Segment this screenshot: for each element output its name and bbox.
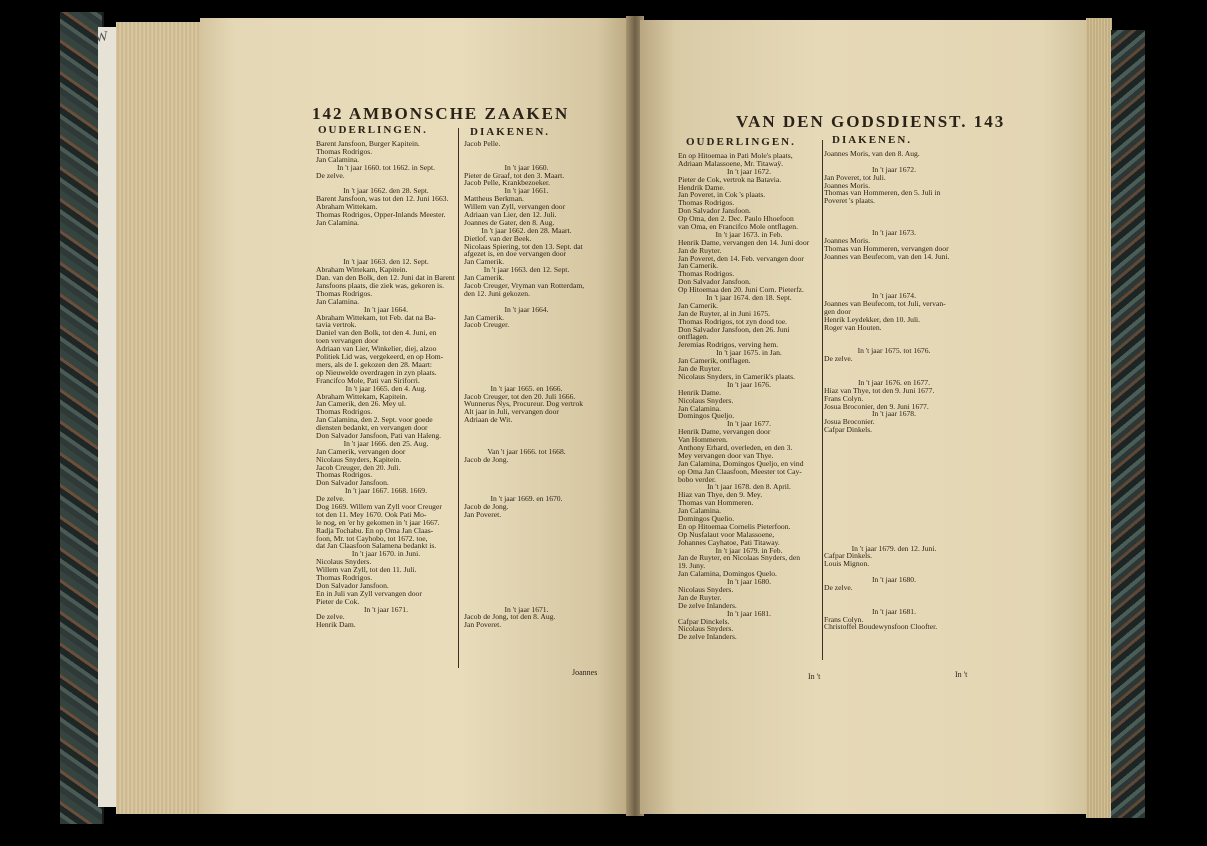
right-column-rule bbox=[822, 140, 823, 660]
entry-line: In 't jaar 1678. den 8. April. bbox=[707, 482, 791, 492]
entry-line: Politiek Lid was, vergekeerd, en op Hom- bbox=[316, 352, 444, 362]
entry-line bbox=[464, 345, 589, 353]
entry-line: De zelve. bbox=[824, 354, 853, 364]
entry-line: Jan Calamina, Domingos Quelo. bbox=[678, 569, 777, 579]
right-page-number: 143 bbox=[973, 112, 1006, 131]
entry-line: Jansfoons plaats, die ziek was, gekoren is. bbox=[316, 281, 445, 291]
entry-line: Jeremias Rodrigos, verving hem. bbox=[678, 340, 779, 350]
right-col2-heading: DIAKENEN. bbox=[832, 134, 913, 146]
entry-line: Thomas van Hommeren, vervangen door bbox=[824, 243, 949, 253]
entry-line bbox=[824, 505, 964, 513]
right-col1-heading: OUDERLINGEN. bbox=[686, 136, 796, 148]
entry-line: Christoffel Boudewynsfoon Cloofter. bbox=[824, 622, 938, 632]
entry-line bbox=[824, 260, 964, 268]
entry-line: Nicolaus Snyders, in Camerik's plaats. bbox=[678, 371, 795, 381]
right-running-title: VAN DEN GODSDIENST. bbox=[736, 112, 968, 131]
entry-line: Jan Camerik. bbox=[678, 261, 719, 271]
left-deacons-column bbox=[464, 140, 589, 629]
entry-line bbox=[464, 590, 589, 598]
entry-line: 19. Juny. bbox=[678, 561, 706, 571]
entry-line: Henrik Leydekker, den 10. Juli. bbox=[824, 314, 921, 324]
entry-line: Nicolaus Snyders, Kapitein. bbox=[316, 454, 402, 464]
entry-line: In 't jaar 1669. en 1670. bbox=[490, 494, 563, 504]
entry-line: Don Salvador Jansfoon, Pati van Haleng. bbox=[316, 430, 442, 440]
entry-line bbox=[464, 148, 589, 156]
entry-line: Op Hitoemaa den 20. Juni Corn. Pieterfz. bbox=[678, 285, 804, 295]
entry-line: Wunnerus Nys, Procureur. Dog vertrok bbox=[464, 399, 584, 409]
entry-line: Thomas Rodrigos, Opper-Inlands Meester. bbox=[316, 210, 446, 220]
entry-line: Joannes van Beufecom, van den 14. Juni. bbox=[824, 251, 950, 261]
entry-line: Thomas Rodrigos. bbox=[316, 288, 373, 298]
entry-line: Cafpar Dinkels. bbox=[824, 551, 873, 561]
entry-line: Willem van Zyll, tot den 11. Juli. bbox=[316, 565, 417, 575]
entry-line: In 't jaar 1680. bbox=[727, 577, 771, 587]
entry-line bbox=[464, 464, 589, 472]
entry-line bbox=[824, 489, 964, 497]
entry-line: In 't jaar 1661. bbox=[504, 186, 549, 196]
entry-line: Jan Poveret. bbox=[464, 620, 502, 630]
entry-line bbox=[464, 432, 589, 440]
entry-line: Jan de Ruyter. bbox=[678, 364, 722, 374]
entry-line: In 't jaar 1676. en 1677. bbox=[857, 377, 930, 387]
entry-line: Jan Camerik. bbox=[464, 273, 505, 283]
entry-line bbox=[824, 450, 964, 458]
entry-line: Jan Calamina, den 2. Sept. voor goede bbox=[316, 415, 433, 425]
entry-line: foon, Mr. tot Cayhobo, tot 1672. toe, bbox=[316, 533, 428, 543]
entry-line bbox=[824, 458, 964, 466]
right-catchword-1: In 't bbox=[808, 672, 821, 681]
right-elders-column bbox=[678, 152, 820, 641]
entry-line: mers, als de I. gekozen den 28. Maart: bbox=[316, 359, 432, 369]
entry-line: Abraham Wittekam, Kapitein. bbox=[316, 391, 408, 401]
left-running-header bbox=[312, 104, 569, 124]
entry-line bbox=[824, 434, 964, 442]
entry-line bbox=[824, 474, 964, 482]
entry-line: Don Salvador Jansfoon. bbox=[678, 277, 751, 287]
entry-line bbox=[824, 276, 964, 284]
entry-line: Jan Camerik, ontflagen. bbox=[678, 356, 751, 366]
entry-line: Thomas van Hommeren. bbox=[678, 498, 754, 508]
entry-line bbox=[824, 529, 964, 537]
entry-line: den 12. Juni gekozen. bbox=[464, 288, 531, 298]
entry-line: Thomas Rodrigos. bbox=[678, 269, 735, 279]
entry-line: Jan Calamina. bbox=[316, 217, 360, 227]
entry-line: Don Salvador Jansfoon, den 26. Juni bbox=[678, 324, 790, 334]
entry-line bbox=[824, 521, 964, 529]
entry-line: In 't jaar 1666. den 25. Aug. bbox=[343, 438, 429, 448]
entry-line: Thomas Rodrigos. bbox=[316, 146, 373, 156]
entry-line bbox=[464, 558, 589, 566]
entry-line: De zelve Inlanders. bbox=[678, 600, 737, 610]
entry-line: toen vervangen door bbox=[316, 336, 379, 346]
entry-line: In 't jaar 1672. bbox=[727, 166, 771, 176]
entry-line: gen door bbox=[824, 306, 851, 316]
entry-line: De zelve. bbox=[316, 170, 345, 180]
entry-line: Jacob de Jong. bbox=[464, 454, 509, 464]
entry-line: En op Hitoemaa in Pati Mole's plaats, bbox=[678, 151, 793, 160]
left-col1-heading: OUDERLINGEN. bbox=[318, 124, 428, 136]
entry-line: Frans Colyn. bbox=[824, 614, 864, 624]
left-page-number: 142 bbox=[312, 104, 344, 123]
entry-line bbox=[824, 592, 964, 600]
entry-line: Josua Broconier. bbox=[824, 417, 875, 427]
entry-line: Dog 1669. Willem van Zyll voor Creuger bbox=[316, 501, 442, 511]
entry-line: Adriaan van Lier, Winkelier, diej, alzoo bbox=[316, 344, 437, 354]
entry-line: In 't jaar 1665. den 4. Aug. bbox=[345, 383, 427, 393]
entry-line: In 't jaar 1663. den 12. Sept. bbox=[343, 257, 429, 267]
entry-line: In 't jaar 1673. bbox=[872, 227, 916, 237]
entry-line: In 't jaar 1675. tot 1676. bbox=[857, 346, 931, 356]
entry-line: dat Jan Claasfoon Salamena bedankt is. bbox=[316, 541, 437, 551]
entry-line: Pieter de Graaf, tot den 3. Maart. bbox=[464, 170, 565, 180]
entry-line: In 't jaar 1667. 1668. 1669. bbox=[345, 486, 427, 496]
entry-line: In 't jaar 1679. den 12. Juni. bbox=[851, 543, 937, 553]
entry-line: afgezet is, en doe vervangen door bbox=[464, 249, 567, 259]
entry-line: In 't jaar 1665. en 1666. bbox=[490, 383, 563, 393]
entry-line: Jan de Ruyter. bbox=[678, 592, 722, 602]
right-catchword-2: In 't bbox=[955, 670, 968, 679]
right-marbled-board bbox=[1111, 30, 1145, 818]
entry-line: Thomas Rodrigos. bbox=[316, 407, 373, 417]
entry-line bbox=[464, 479, 589, 487]
entry-line: Domingos Queljo. bbox=[678, 411, 735, 421]
entry-line: tot den 11. Mey 1670. Ook Pati Mo- bbox=[316, 509, 427, 519]
flyleaf bbox=[98, 27, 118, 807]
entry-line: De zelve Inlanders. bbox=[678, 632, 737, 642]
entry-line: In 't jaar 1679. in Feb. bbox=[715, 545, 783, 555]
entry-line: Louis Mignon. bbox=[824, 559, 870, 569]
entry-line: Daniel van den Bolk, tot den 4. Juni, en bbox=[316, 328, 437, 338]
entry-line: Alt jaar in Juli, vervangen door bbox=[464, 407, 559, 417]
entry-line: In 't jaar 1673. in Feb. bbox=[715, 229, 783, 239]
entry-line: Henrik Dame. bbox=[678, 387, 722, 397]
entry-line: Adriaan van Lier, den 12. Juli. bbox=[464, 210, 557, 220]
entry-line: In 't jaar 1675. in Jan. bbox=[716, 348, 782, 358]
entry-line bbox=[824, 513, 964, 521]
entry-line: In 't jaar 1662. den 28. Sept. bbox=[343, 186, 429, 196]
entry-line bbox=[824, 497, 964, 505]
entry-line: Henrik Dame, vervangen den 14. Juni door bbox=[678, 237, 810, 247]
entry-line: Johannes Cayhatoe, Pati Titaway. bbox=[678, 537, 780, 547]
entry-line: Jan Poveret, tot Juli. bbox=[824, 172, 886, 182]
entry-line: Nicolaas Spiering, tot den 13. Sept. dat bbox=[464, 241, 583, 251]
entry-line bbox=[824, 268, 964, 276]
entry-line: In 't jaar 1678. bbox=[872, 409, 916, 419]
entry-line: Jan Calamina. bbox=[678, 403, 722, 413]
entry-line: In 't jaar 1672. bbox=[872, 164, 916, 174]
entry-line: Cafpar Dinckels. bbox=[678, 616, 730, 626]
right-page-edges bbox=[1086, 18, 1112, 818]
entry-line: In 't jaar 1660. tot 1662. in Sept. bbox=[337, 162, 435, 172]
entry-line: In 't jaar 1674. den 18. Sept. bbox=[706, 293, 792, 303]
entry-line: Don Salvador Jansfoon. bbox=[316, 478, 389, 488]
entry-line bbox=[824, 213, 964, 221]
entry-line: Nicolaus Snyders. bbox=[678, 395, 734, 405]
entry-line: In 't jaar 1660. bbox=[504, 162, 549, 172]
entry-line: bobo verder. bbox=[678, 474, 716, 484]
entry-line: Thomas van Hommeren, den 5. Juli in bbox=[824, 188, 941, 198]
entry-line bbox=[824, 331, 964, 339]
entry-line: Hiaz van Thye, tot den 9. Juni 1677. bbox=[824, 385, 935, 395]
entry-line: In 't jaar 1670. in Juni. bbox=[351, 549, 421, 559]
entry-line: Jan de Ruyter, al in Juni 1675. bbox=[678, 308, 771, 318]
entry-line: En op Hitoemaa Cornelis Pieterfoon. bbox=[678, 521, 791, 531]
entry-line: In 't jaar 1674. bbox=[872, 291, 916, 301]
entry-line bbox=[464, 527, 589, 535]
entry-line bbox=[464, 566, 589, 574]
entry-line: Willem van Zyll, vervangen door bbox=[464, 202, 566, 212]
entry-line bbox=[464, 582, 589, 590]
margin-note: W bbox=[93, 29, 110, 46]
entry-line: Jan Poveret, den 14. Feb. vervangen door bbox=[678, 253, 804, 263]
entry-line: le nog, en 'er hy gekomen in 't jaar 1667. bbox=[316, 517, 440, 527]
left-column-rule bbox=[458, 128, 459, 668]
entry-line: Mattheus Berkman. bbox=[464, 194, 524, 204]
entry-line: Jan Calamina. bbox=[316, 154, 360, 164]
entry-line bbox=[316, 243, 456, 251]
entry-line bbox=[464, 542, 589, 550]
entry-line: En in Juli van Zyll vervangen door bbox=[316, 588, 422, 598]
entry-line bbox=[824, 442, 964, 450]
entry-line: Dan. van den Bolk, den 12. Juni dat in Barent bbox=[316, 273, 455, 283]
entry-line bbox=[824, 481, 964, 489]
entry-line bbox=[316, 235, 456, 243]
entry-line: op Nieuwelde overdragen in zyn plaats. bbox=[316, 367, 437, 377]
entry-line: Op Nusfalaut voor Malassoene, bbox=[678, 529, 775, 539]
entry-line: Van 't jaar 1666. tot 1668. bbox=[487, 446, 566, 456]
entry-line bbox=[464, 535, 589, 543]
entry-line: Adriaan de Wit. bbox=[464, 415, 513, 425]
entry-line: In 't jaar 1681. bbox=[727, 608, 771, 618]
entry-line bbox=[824, 205, 964, 213]
entry-line: In 't jaar 1664. bbox=[364, 304, 408, 314]
entry-line: Barent Jansfoon, Burger Kapitein. bbox=[316, 139, 420, 148]
entry-line: Thomas Rodrigos. bbox=[316, 470, 373, 480]
entry-line: Jacob Creuger. bbox=[464, 320, 510, 330]
entry-line: tavia vertrok. bbox=[316, 320, 357, 330]
right-deacons-column bbox=[824, 150, 964, 631]
entry-line bbox=[464, 550, 589, 558]
entry-line: Dietlof. van der Beek. bbox=[464, 233, 532, 243]
entry-line: Cafpar Dinkels. bbox=[824, 425, 873, 435]
entry-line: Thomas Rodrigos, tot zyn dood toe. bbox=[678, 316, 788, 326]
entry-line: Jan Calamina. bbox=[316, 296, 360, 306]
entry-line: Francifco Mole, Pati van Siriforri. bbox=[316, 375, 420, 385]
entry-line: diensten bedankt, en vervangen door bbox=[316, 423, 428, 433]
entry-line: Jacob Creuger, den 20. Juli. bbox=[316, 462, 401, 472]
entry-line: De zelve. bbox=[316, 612, 345, 622]
entry-line: Jan de Ruyter. bbox=[678, 245, 722, 255]
entry-line bbox=[464, 369, 589, 377]
entry-line: Adriaan Malassoene, Mr. Titawaÿ. bbox=[678, 158, 784, 168]
right-running-header bbox=[736, 112, 1005, 132]
entry-line bbox=[464, 353, 589, 361]
entry-line: Nicolaus Snyders. bbox=[316, 557, 372, 567]
entry-line: Jan Poveret, in Cok 's plaats. bbox=[678, 190, 766, 200]
entry-line: ontflagen. bbox=[678, 332, 709, 342]
entry-line: Jacob Creuger, tot den 20. Juli 1666. bbox=[464, 391, 576, 401]
entry-line: Joannes van Beufecom, tot Juli, vervan- bbox=[824, 298, 946, 308]
entry-line: Abraham Wittekam. bbox=[316, 202, 378, 212]
entry-line bbox=[464, 471, 589, 479]
entry-line: In 't jaar 1662. den 28. Maart. bbox=[481, 225, 572, 235]
entry-line: Roger van Houten. bbox=[824, 322, 882, 332]
entry-line: Nicolaus Snyders. bbox=[678, 584, 734, 594]
entry-line bbox=[824, 466, 964, 474]
entry-line bbox=[464, 424, 589, 432]
entry-line bbox=[464, 519, 589, 527]
entry-line: In 't jaar 1681. bbox=[872, 606, 916, 616]
entry-line: Domingos Quelio. bbox=[678, 513, 735, 523]
left-page-edges bbox=[116, 22, 202, 814]
entry-line: Jan Camerik. bbox=[464, 312, 505, 322]
entry-line: op Oma Jan Claasfoon, Meester tot Cay- bbox=[678, 466, 802, 476]
entry-line: Jan Calamina. bbox=[678, 506, 722, 516]
entry-line bbox=[316, 227, 456, 235]
entry-line: Joannes Moris, van den 8. Aug. bbox=[824, 149, 920, 158]
entry-line bbox=[464, 329, 589, 337]
entry-line: Jacob Pelle, Krankbezoeker. bbox=[464, 178, 551, 188]
entry-line: In 't jaar 1680. bbox=[872, 575, 916, 585]
entry-line: Jan Camerik, den 26. Mey ul. bbox=[316, 399, 406, 409]
entry-line: Jacob de Jong, tot den 8. Aug. bbox=[464, 612, 556, 622]
entry-line bbox=[464, 337, 589, 345]
entry-line: Anthony Erhard, overleden, en den 3. bbox=[678, 442, 793, 452]
entry-line: Joannes de Gater, den 8. Aug. bbox=[464, 217, 555, 227]
left-col2-heading: DIAKENEN. bbox=[470, 126, 551, 138]
entry-line: Henrik Dam. bbox=[316, 620, 356, 630]
entry-line: Radja Tochabu. En op Oma Jan Claas- bbox=[316, 525, 434, 535]
entry-line: Hendrik Dame. bbox=[678, 182, 725, 192]
entry-line: Jan Camerik. bbox=[678, 300, 719, 310]
entry-line: Don Salvador Jansfoon. bbox=[316, 580, 389, 590]
entry-line: Jacob de Jong. bbox=[464, 501, 509, 511]
entry-line: In 't jaar 1677. bbox=[727, 419, 771, 429]
entry-line: Josua Broconier, den 9. Juni 1677. bbox=[824, 401, 929, 411]
entry-line: De zelve. bbox=[316, 494, 345, 504]
entry-line: In 't jaar 1671. bbox=[504, 604, 549, 614]
entry-line: Abraham Wittekam, Kapitein. bbox=[316, 265, 408, 275]
entry-line: Jacob Pelle. bbox=[464, 139, 501, 148]
entry-line: Mey vervangen door van Thye. bbox=[678, 450, 774, 460]
entry-line: Henrik Dame, vervangen door bbox=[678, 427, 771, 437]
entry-line: Abraham Wittekam, tot Feb. dat na Ba- bbox=[316, 312, 436, 322]
entry-line: van Oma, en Francifco Mole ontflagen. bbox=[678, 222, 798, 232]
book-spread bbox=[60, 12, 1145, 824]
entry-line: Jan Calamina, Domingos Queljo, en vind bbox=[678, 458, 804, 468]
left-catchword: Joannes bbox=[572, 668, 598, 677]
entry-line: Hiaz van Thye, den 9. Mey. bbox=[678, 490, 763, 500]
entry-line: In 't jaar 1664. bbox=[504, 304, 549, 314]
entry-line: Nicolaus Snyders. bbox=[678, 624, 734, 634]
entry-line: Thomas Rodrigos. bbox=[316, 572, 373, 582]
entry-line: In 't jaar 1671. bbox=[364, 604, 408, 614]
entry-line: Frans Colyn. bbox=[824, 393, 864, 403]
entry-line: In 't jaar 1663. den 12. Sept. bbox=[483, 265, 570, 275]
entry-line: Van Hommeren. bbox=[678, 435, 728, 445]
entry-line: De zelve. bbox=[824, 582, 853, 592]
entry-line: In 't jaar 1676. bbox=[727, 379, 771, 389]
entry-line bbox=[464, 574, 589, 582]
entry-line: Jan Poveret. bbox=[464, 509, 502, 519]
entry-line: Op Oma, den 2. Dec. Paulo Hhoefoon bbox=[678, 214, 794, 224]
entry-line: Thomas Rodrigos. bbox=[678, 198, 735, 208]
entry-line: Joannes Moris. bbox=[824, 235, 870, 245]
entry-line bbox=[464, 361, 589, 369]
entry-line: Joannes Moris. bbox=[824, 180, 870, 190]
left-running-title: AMBONSCHE ZAAKEN bbox=[348, 104, 570, 123]
left-elders-column bbox=[316, 140, 456, 629]
entry-line: Jan Camerik. bbox=[464, 257, 505, 267]
entry-line: Pieter de Cok, vertrok na Batavia. bbox=[678, 174, 782, 184]
entry-line: Pieter de Cok. bbox=[316, 596, 360, 606]
entry-line: Jacob Creuger, Vryman van Rotterdam, bbox=[464, 281, 585, 291]
entry-line: Poveret 's plaats. bbox=[824, 196, 875, 206]
entry-line: Don Salvador Jansfoon. bbox=[678, 206, 751, 216]
entry-line: Jan Camerik, vervangen door bbox=[316, 446, 406, 456]
entry-line: Barent Jansfoon, was tot den 12. Juni 1663. bbox=[316, 194, 449, 204]
entry-line bbox=[824, 363, 964, 371]
entry-line: Jan de Ruyter, en Nicolaas Snyders, den bbox=[678, 553, 801, 563]
